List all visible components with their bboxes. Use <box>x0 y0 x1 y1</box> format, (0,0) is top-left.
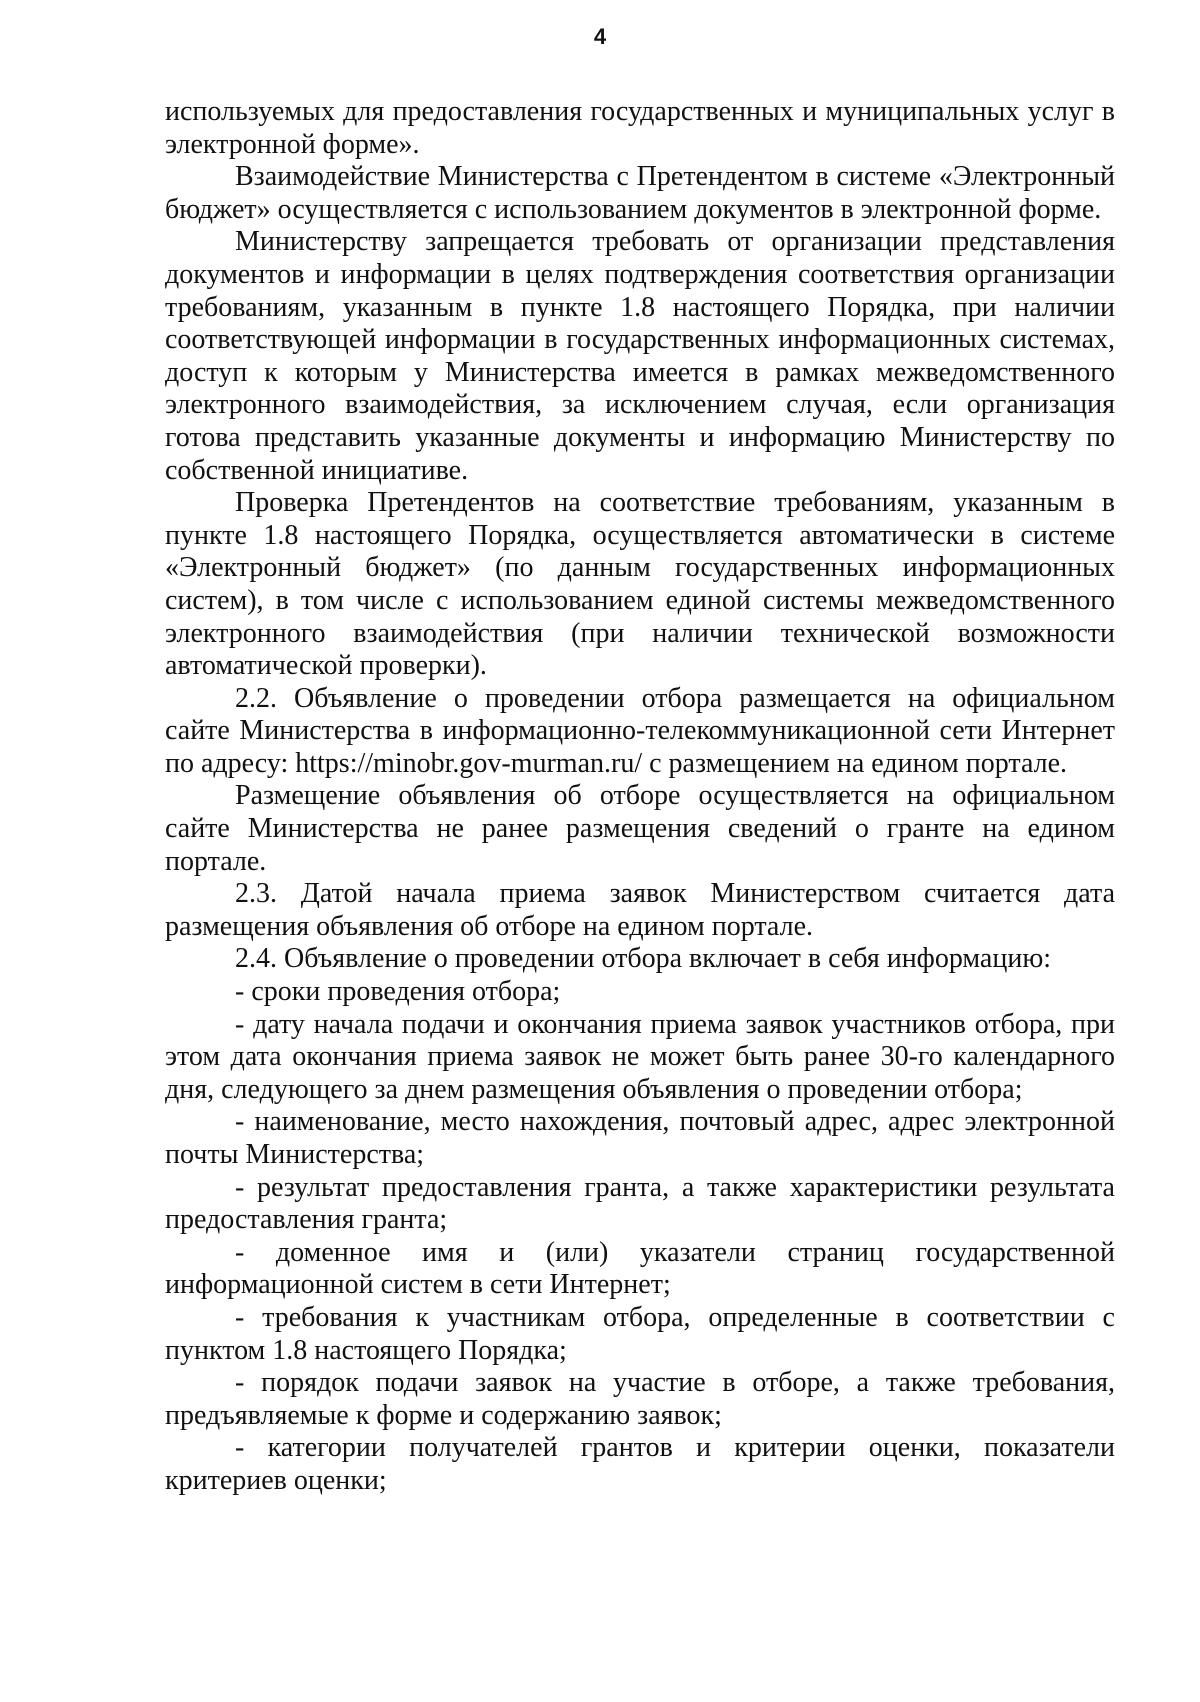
list-item: - категории получателей грантов и критерии оценки, показатели критериев оценки; <box>165 1432 1115 1496</box>
list-item: - дату начала подачи и окончания приема заявок участников отбора, при этом дата окончания приема заявок не может быть ранее 30-го календарного дня, следующего за днем размещения объявления о проведении отбора; <box>165 1008 1115 1105</box>
paragraph-interaction: Взаимодействие Министерства с Претендентом в системе «Электронный бюджет» осуществляется с использованием документов в электронной форме. <box>165 161 1115 225</box>
list-item: - результат предоставления гранта, а также характеристики результата предоставления гранта; <box>165 1171 1115 1236</box>
list-item: - сроки проведения отбора; <box>235 976 561 1008</box>
list-item: - наименование, место нахождения, почтовый адрес, адрес электронной почты Министерства; <box>165 1106 1115 1170</box>
list-item: - доменное имя и (или) указатели страниц государственной информационной систем в сети Интернет; <box>165 1236 1115 1301</box>
page-number: 4 <box>593 24 607 49</box>
paragraph-verification: Проверка Претендентов на соответствие требованиям, указанным в пункте 1.8 настоящего Порядка, осуществляется автоматически в системе «Электронный бюджет» (по данным государственных информационных систем), в том числе с использованием единой системы межведомственного электронного взаимодействия (при наличии технической возможности автоматической проверки). <box>165 487 1115 682</box>
list-item: - порядок подачи заявок на участие в отборе, а также требования, предъявляемые к форме и содержанию заявок; <box>165 1367 1115 1431</box>
paragraph-2-4: 2.4. Объявление о проведении отбора включает в себя информацию: <box>235 943 1052 975</box>
paragraph-continuation: используемых для предоставления государственных и муниципальных услуг в электронной форме». <box>165 96 1115 160</box>
document-body <box>165 96 1115 1498</box>
paragraph-prohibition: Министерству запрещается требовать от организации представления документов и информации в целях подтверждения соответствия организации требованиям, указанным в пункте 1.8 настоящего Порядка, при наличии соответствующей информации в государственных информационных системах, доступ к которым у Министерства имеется в рамках межведомственного электронного взаимодействия, за исключением случая, если организация готова представить указанные документы и информацию Министерству по собственной инициативе. <box>165 226 1115 486</box>
paragraph-2-3: 2.3. Датой начала приема заявок Министерством считается дата размещения объявления об отборе на едином портале. <box>165 878 1115 942</box>
list-item: - требования к участникам отбора, определенные в соответствии с пунктом 1.8 настоящего Порядка; <box>165 1301 1115 1366</box>
paragraph-2-2: 2.2. Объявление о проведении отбора размещается на официальном сайте Министерства в информационно-телекоммуникационной сети Интернет по адресу: https://minobr.gov-murman.ru/ с размещением на едином портале. <box>165 682 1115 779</box>
paragraph-placement: Размещение объявления об отборе осуществляется на официальном сайте Министерства не ранее размещения сведений о гранте на едином портале. <box>165 780 1115 877</box>
